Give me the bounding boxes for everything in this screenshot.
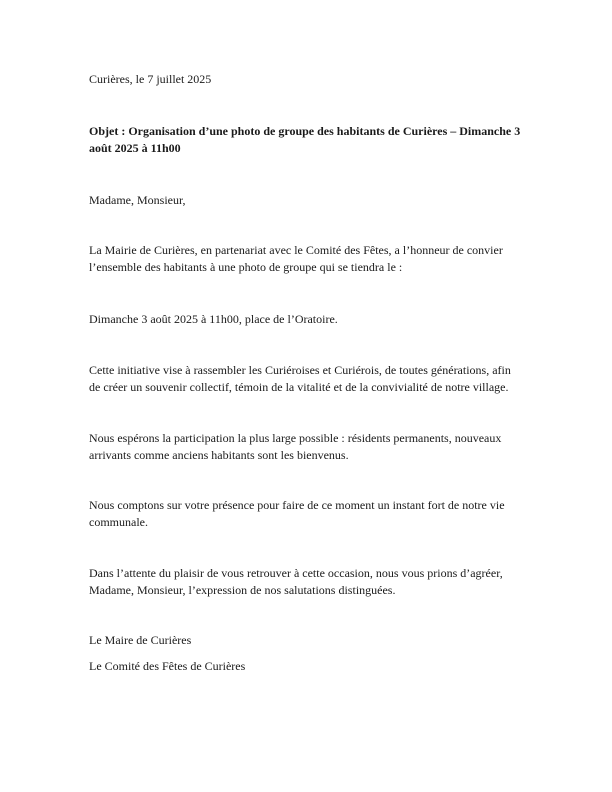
paragraph-purpose: Cette initiative vise à rassembler les Curiéroises et Curiérois, de toutes générations, afin de créer un souvenir collectif, témoin de la vitalité et de la convivialité de notre village.: [89, 363, 511, 394]
signature-committee: Le Comité des Fêtes de Curières: [89, 659, 246, 673]
subject-line: Objet : Organisation d’une photo de groupe des habitants de Curières – Dimanche 3 août 2025 à 11h00: [89, 124, 521, 155]
paragraph-presence: Nous comptons sur votre présence pour faire de ce moment un instant fort de notre vie communale.: [89, 498, 505, 529]
event-details: Dimanche 3 août 2025 à 11h00, place de l’Oratoire.: [89, 312, 338, 326]
date-line: Curières, le 7 juillet 2025: [89, 72, 212, 86]
salutation: Madame, Monsieur,: [89, 193, 186, 207]
paragraph-invitation: La Mairie de Curières, en partenariat avec le Comité des Fêtes, a l’honneur de convier l’ensemble des habitants à une photo de groupe qui se tiendra le :: [89, 243, 503, 274]
closing-formula: Dans l’attente du plaisir de vous retrouver à cette occasion, nous vous prions d’agréer, Madame, Monsieur, l’expression de nos salutations distinguées.: [89, 566, 503, 597]
signature-mayor: Le Maire de Curières: [89, 633, 192, 647]
paragraph-participation: Nous espérons la participation la plus large possible : résidents permanents, nouveaux arrivants comme anciens habitants sont les bienvenus.: [89, 431, 502, 462]
